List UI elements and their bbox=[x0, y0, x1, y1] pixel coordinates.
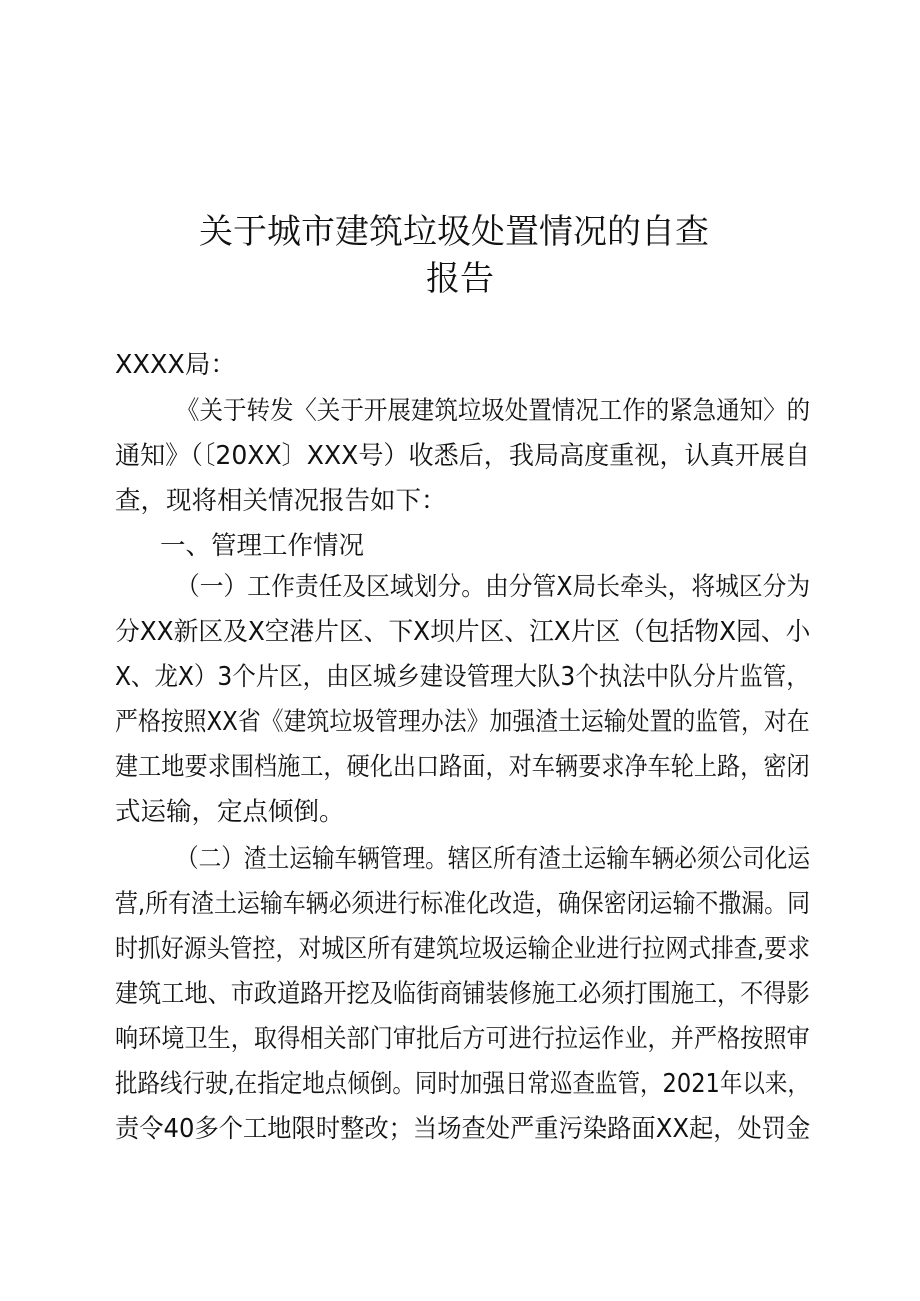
paragraph-2-line: 批路线行驶,在指定地点倾倒。同时加强日常巡查监管，2021年以来， bbox=[115, 1069, 810, 1099]
paragraph-1-line: X、龙X）3个片区，由区城乡建设管理大队3个执法中队分片监管， bbox=[115, 662, 810, 692]
paragraph-2-line: 建筑工地、市政道路开挖及临街商铺装修施工必须打围施工，不得影 bbox=[115, 979, 810, 1009]
section-heading: 一、管理工作情况 bbox=[160, 531, 365, 561]
intro-line: 查，现将相关情况报告如下： bbox=[115, 486, 447, 516]
paragraph-1-line: （一）工作责任及区域划分。由分管X局长牵头，将城区分为 bbox=[176, 572, 811, 602]
intro-line: 通知》（〔20XX〕XXX号）收悉后，我局高度重视，认真开展自 bbox=[115, 441, 810, 471]
salutation: XXXX局： bbox=[115, 350, 236, 380]
document-title-line-1: 关于城市建筑垃圾处置情况的自查 bbox=[199, 212, 709, 252]
paragraph-2-line: 责令40多个工地限时整改；当场查处严重污染路面XX起，处罚金 bbox=[115, 1114, 811, 1144]
paragraph-1-line: 式运输，定点倾倒。 bbox=[115, 797, 345, 827]
document-title-line-2: 报告 bbox=[426, 259, 494, 299]
paragraph-2-line: 营,所有渣土运输车辆必须进行标准化改造，确保密闭运输不撒漏。同 bbox=[115, 889, 811, 919]
paragraph-1-line: 建工地要求围档施工，硬化出口路面，对车辆要求净车轮上路，密闭 bbox=[115, 752, 810, 782]
paragraph-1-line: 严格按照XX省《建筑垃圾管理办法》加强渣土运输处置的监管，对在 bbox=[115, 707, 810, 737]
paragraph-2-line: 响环境卫生，取得相关部门审批后方可进行拉运作业，并严格按照审 bbox=[115, 1024, 810, 1054]
paragraph-1-line: 分XX新区及X空港片区、下X坝片区、江X片区（包括物X园、小 bbox=[115, 617, 811, 647]
paragraph-2-line: （二）渣土运输车辆管理。辖区所有渣土运输车辆必须公司化运 bbox=[176, 844, 811, 874]
intro-line: 《关于转发〈关于开展建筑垃圾处置情况工作的紧急通知〉的 bbox=[176, 396, 811, 426]
paragraph-2-line: 时抓好源头管控，对城区所有建筑垃圾运输企业进行拉网式排查,要求 bbox=[115, 934, 811, 964]
